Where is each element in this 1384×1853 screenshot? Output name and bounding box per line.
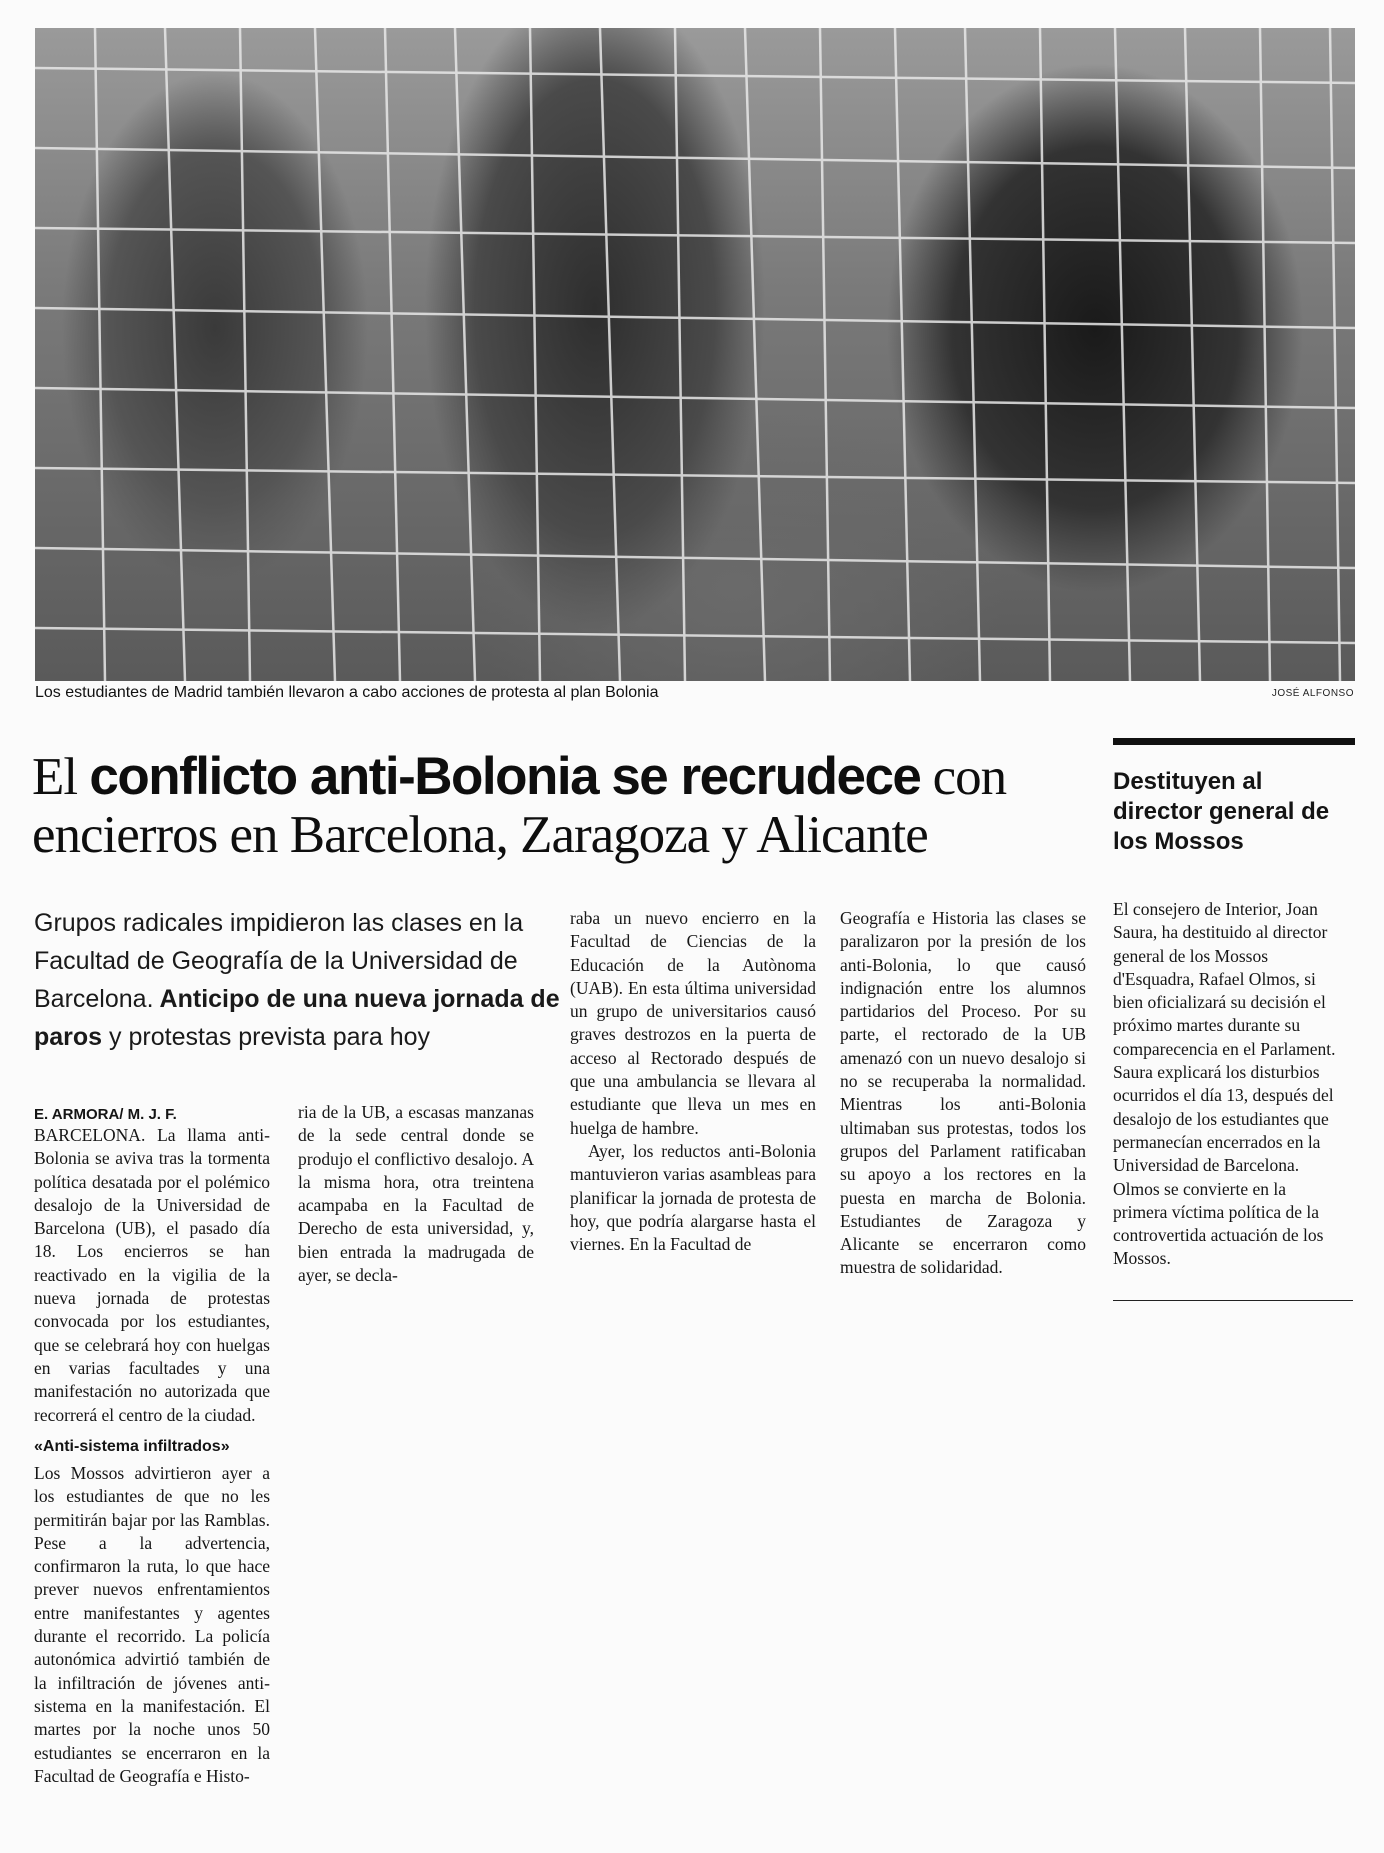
headline-lead: El [32,748,90,806]
body-paragraph: ria de la UB, a escasas manzanas de la sede central donde se produjo el conflictivo desalojo. A la misma hora, otra treintena acampaba en la Facultad de Derecho de esta universidad, y, bien entrada la madrugada de ayer, se decla- [298,1102,534,1286]
subhead-plain: Grupos radicales impidieron las clases en la Facultad de Geografía de la Universidad de Barcelona. [34,909,524,1013]
headline [32,748,1092,864]
fence-grid-graphic [35,28,1355,681]
article-column-2 [298,1101,534,1287]
subhead-bold: Anticipo de una nueva jornada de paros [34,985,560,1051]
photo-credit: JOSÉ ALFONSO [1271,688,1354,699]
sidebar-headline: Destituyen al director general de los Mossos [1113,768,1330,855]
headline-tail: con encierros en Barcelona, Zaragoza y Alicante [32,748,1007,864]
sidebar-top-rule [1113,738,1355,745]
sidebar-paragraph: El consejero de Interior, Joan Saura, ha destituido al director general de los Mossos d'Esquadra, Rafael Olmos, si bien oficializará su decisión el próximo martes durante su comparecencia en el Parlament. Saura explicará los disturbios ocurridos el día 13, después del desalojo de los estudiantes que permanecían encerrados en la Universidad de Barcelona. Olmos se convierte en la primera víctima política de la controvertida actuación de los Mossos. [1113,899,1336,1269]
body-paragraph: raba un nuevo encierro en la Facultad de Ciencias de la Educación de la Autònoma (UAB). En esta última universidad un grupo de universitarios causó graves destrozos en la puerta de acceso al Rectorado después de que una ambulancia se llevara al estudiante que lleva un mes en huelga de hambre. [570,908,816,1138]
headline-bold: conflicto anti-Bolonia se recrudece [89,747,921,806]
body-paragraph: Ayer, los reductos anti-Bolonia mantuvieron varias asambleas para planificar la jornada de protesta de hoy, que podría alargarse hasta el viernes. En la Facultad de [570,1140,816,1255]
sidebar-text [1113,898,1338,1271]
article-column-1-top [34,1124,270,1427]
sidebar-bottom-rule [1113,1300,1353,1301]
body-paragraph: BARCELONA. La llama anti-Bolonia se aviva tras la tormenta política desatada por el polémico desalojo de la Universidad de Barcelona (UB), el pasado día 18. Los encierros se han reactivado en la vigilia de la nueva jornada de protestas convocada por los estudiantes, que se celebrará hoy con huelgas en varias facultades y una manifestación no autorizada que recorrerá el centro de la ciudad. [34,1125,270,1425]
body-paragraph: Los Mossos advirtieron ayer a los estudiantes de que no les permitirán bajar por las Ramblas. Pese a la advertencia, confirmaron la ruta, lo que hace prever nuevos enfrentamientos entre manifestantes y agentes durante el recorrido. La policía autonómica advirtió también de la infiltración de jóvenes anti-sistema en la manifestación. El martes por la noche unos 50 estudiantes se encerraron en la Facultad de Geografía e Histo- [34,1463,270,1786]
article-column-3 [570,907,816,1256]
article-column-4 [840,907,1086,1280]
article-column-1-bottom [34,1462,270,1788]
byline: E. ARMORA/ M. J. F. [34,1106,177,1123]
body-paragraph: Geografía e Historia las clases se paralizaron por la presión de los anti-Bolonia, lo que causó indignación entre los alumnos partidarios del Proceso. Por su parte, el rectorado de la UB amenazó con un nuevo desalojo si no se recuperaba la normalidad. Mientras los anti-Bolonia ultimaban sus protestas, todos los grupos del Parlament ratificaban su apoyo a los rectores en la puesta en marcha de Bolonia. Estudiantes de Zaragoza y Alicante se encerraron como muestra de solidaridad. [840,908,1086,1278]
news-photo [35,28,1355,681]
article-subtitle: «Anti-sistema infiltrados» [34,1438,230,1455]
photo-caption: Los estudiantes de Madrid también llevaron a cabo acciones de protesta al plan Bolonia [35,684,659,701]
subheadline [34,904,564,1056]
subhead-tail: y protestas prevista para hoy [102,1023,431,1051]
